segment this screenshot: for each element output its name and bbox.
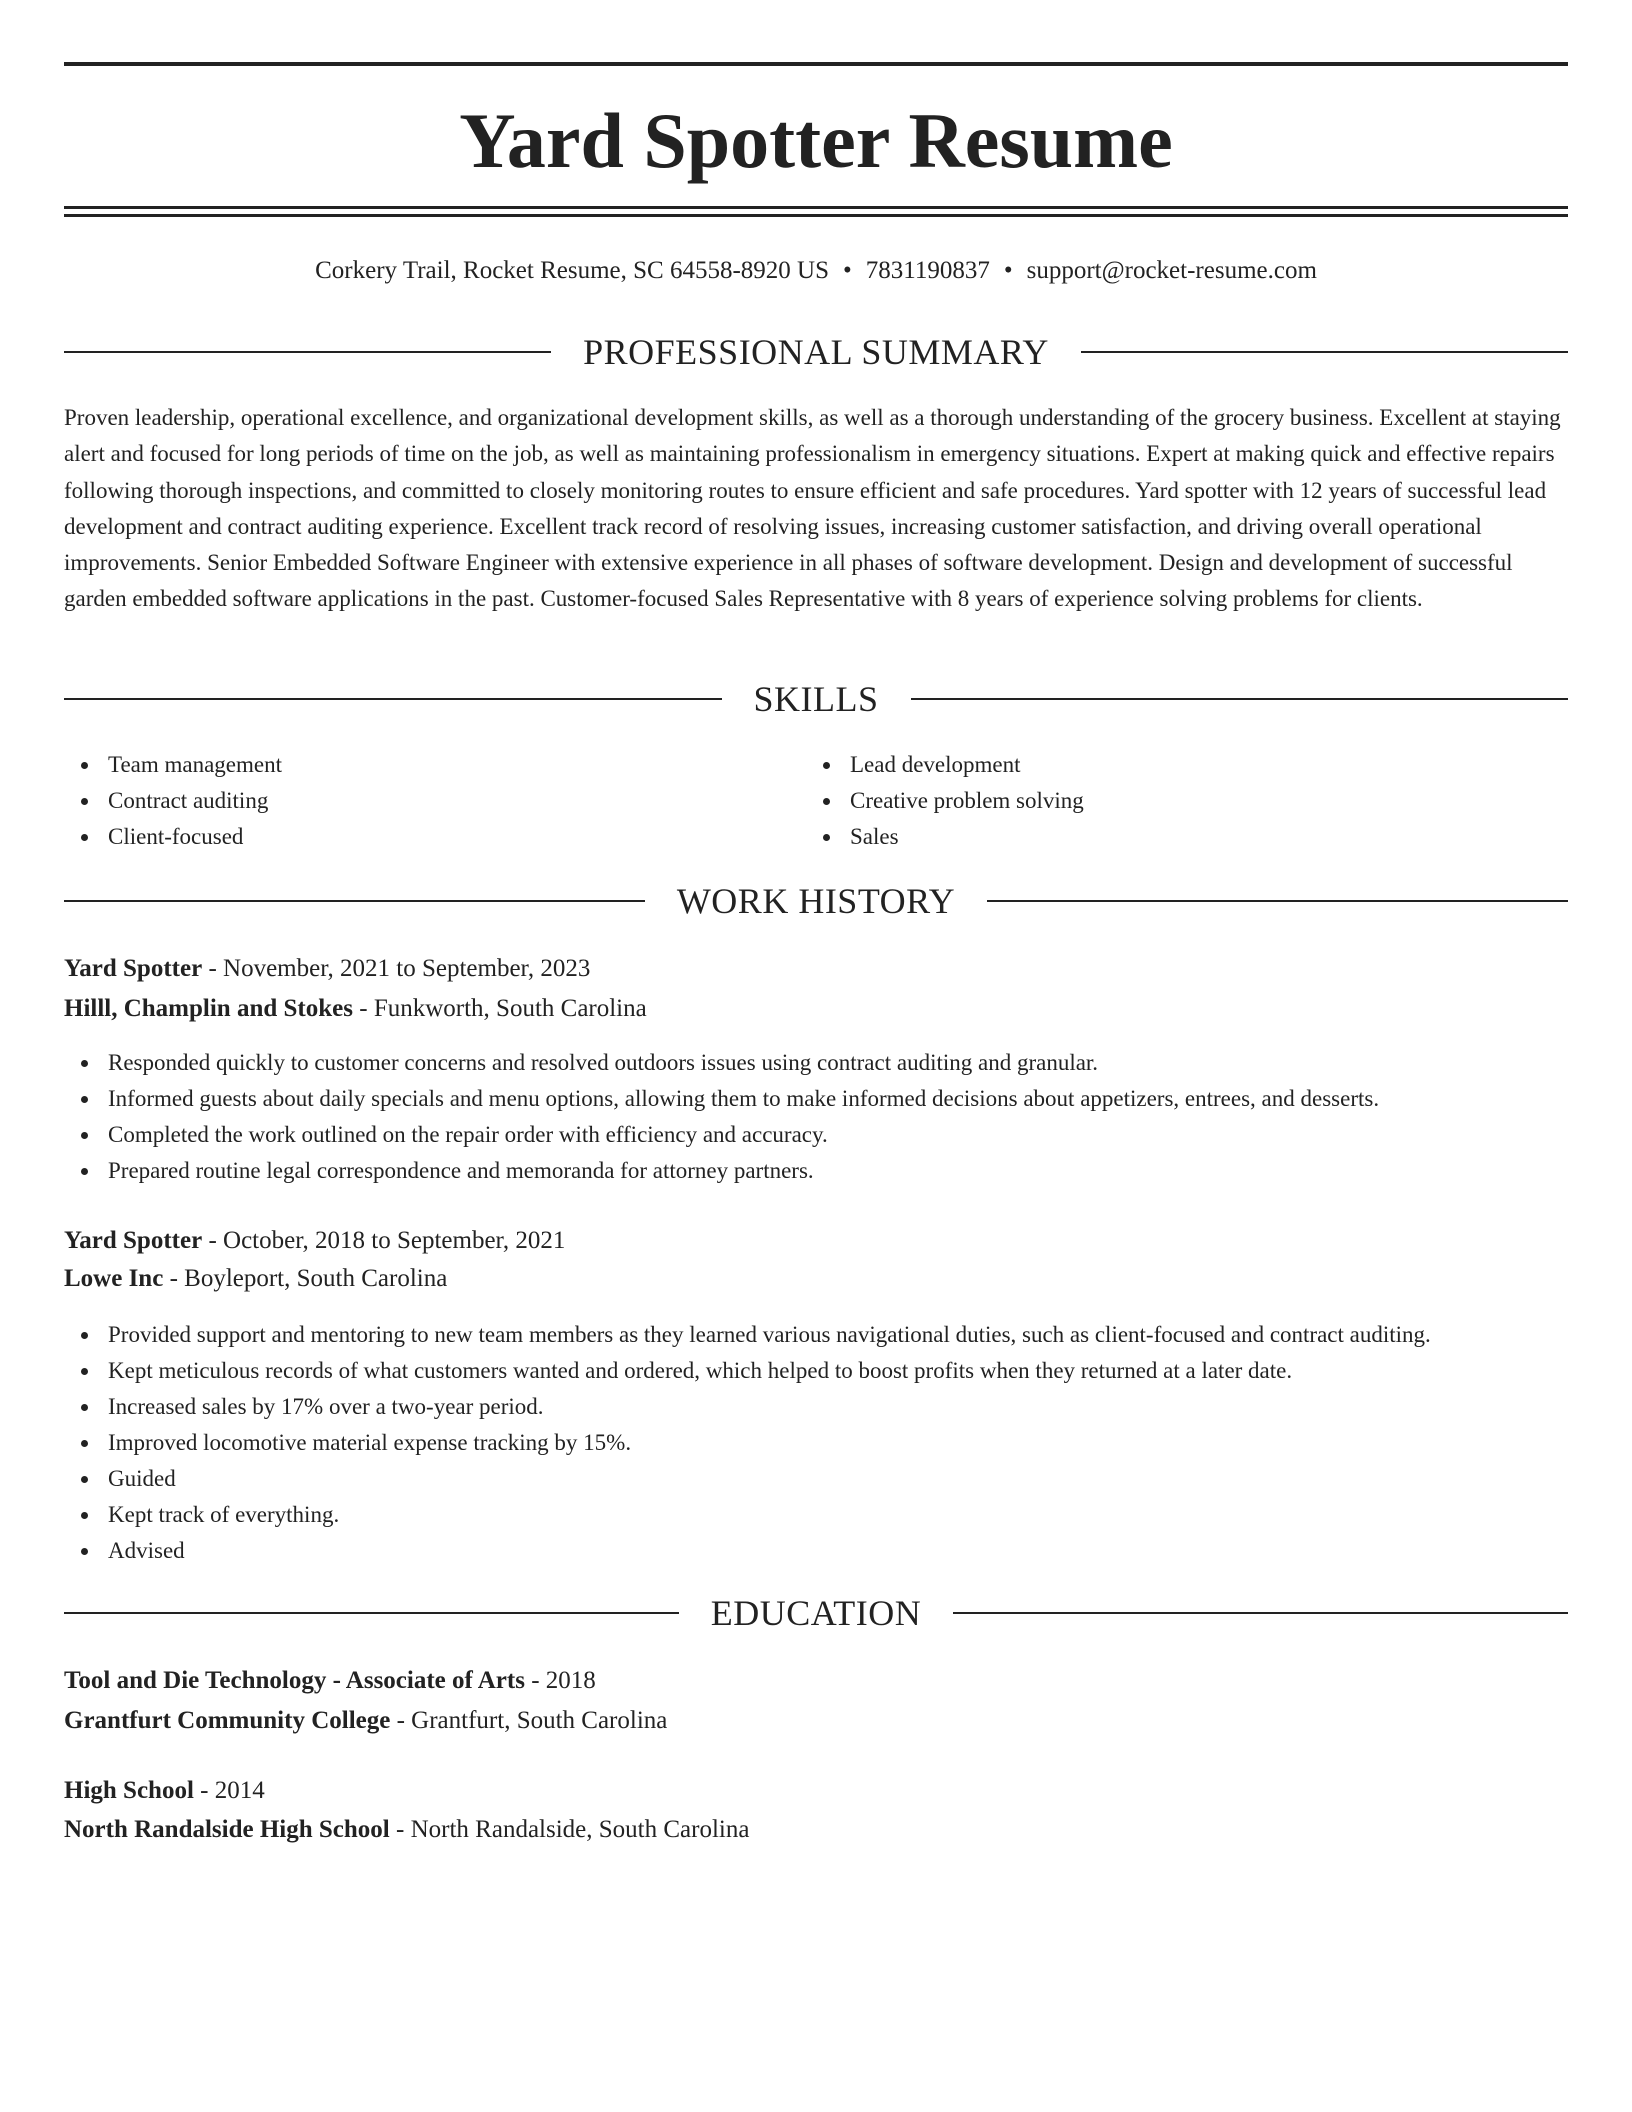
education-degree-line: High School - 2014	[64, 1777, 265, 1804]
skill-item: Creative problem solving	[806, 783, 1548, 819]
heading-rule-right	[911, 698, 1569, 700]
skill-item: Sales	[806, 819, 1548, 855]
skills-column-left	[64, 747, 806, 855]
education-year: 2018	[545, 1667, 596, 1694]
job-location: Funkworth, South Carolina	[373, 995, 647, 1022]
skills-column-right	[806, 747, 1548, 855]
skill-item: Team management	[64, 747, 806, 783]
job-duty-item: Informed guests about daily specials and menu options, allowing them to make informed decisions about appetizers, entrees, and desserts.	[64, 1081, 1568, 1117]
contact-line	[64, 254, 1568, 288]
education-school-line: Grantfurt Community College - Grantfurt, South Carolina	[64, 1707, 668, 1734]
education-degree: High School	[64, 1777, 194, 1804]
job-duty-item: Increased sales by 17% over a two-year period.	[64, 1389, 1568, 1425]
contact-phone: 7831190837	[865, 257, 990, 284]
heading-rule-left	[64, 900, 645, 902]
job-title: Yard Spotter	[64, 955, 203, 982]
job-duty-item: Responded quickly to customer concerns and resolved outdoors issues using contract auditing and granular.	[64, 1045, 1568, 1081]
job-duties-list	[64, 1317, 1568, 1569]
job-duty-item: Kept meticulous records of what customers wanted and ordered, which helped to boost profits when they returned at a later date.	[64, 1353, 1568, 1389]
job-company-line: Hilll, Champlin and Stokes - Funkworth, South Carolina	[64, 995, 647, 1022]
top-rule	[64, 62, 1568, 66]
job-duty-item: Kept track of everything.	[64, 1497, 1568, 1533]
job-duty-item: Guided	[64, 1461, 1568, 1497]
job-duties-list	[64, 1045, 1568, 1189]
job-duty-item: Provided support and mentoring to new team members as they learned various navigational duties, such as client-focused and contract auditing.	[64, 1317, 1568, 1353]
job-location: Boyleport, South Carolina	[184, 1265, 448, 1292]
education-degree: Tool and Die Technology - Associate of Arts	[64, 1667, 525, 1694]
job-dates: October, 2018 to September, 2021	[223, 1227, 566, 1254]
job-title-line: Yard Spotter - October, 2018 to September, 2021	[64, 1227, 566, 1254]
heading-rule-left	[64, 351, 551, 353]
page-title: Yard Spotter Resume	[459, 97, 1173, 184]
skill-item: Lead development	[806, 747, 1548, 783]
education-school: Grantfurt Community College	[64, 1707, 391, 1734]
summary-heading: PROFESSIONAL SUMMARY	[583, 332, 1049, 372]
education-section-heading	[64, 1591, 1568, 1635]
education-location: Grantfurt, South Carolina	[411, 1707, 668, 1734]
job-dates: November, 2021 to September, 2023	[223, 955, 591, 982]
education-school-line: North Randalside High School - North Randalside, South Carolina	[64, 1816, 750, 1843]
summary-section-heading	[64, 330, 1568, 374]
skills-section-heading	[64, 677, 1568, 721]
heading-rule-right	[1081, 351, 1568, 353]
work-section-heading	[64, 879, 1568, 923]
job-duty-item: Prepared routine legal correspondence and memoranda for attorney partners.	[64, 1153, 1568, 1189]
skills-heading: SKILLS	[753, 679, 879, 719]
job-company: Hilll, Champlin and Stokes	[64, 995, 353, 1022]
job-title-line: Yard Spotter - November, 2021 to September, 2023	[64, 955, 591, 982]
job-duty-item: Improved locomotive material expense tracking by 15%.	[64, 1425, 1568, 1461]
job-company: Lowe Inc	[64, 1265, 164, 1292]
contact-address: Corkery Trail, Rocket Resume, SC 64558-8920 US	[315, 257, 829, 284]
heading-rule-left	[64, 698, 722, 700]
skill-item: Client-focused	[64, 819, 806, 855]
skill-item: Contract auditing	[64, 783, 806, 819]
education-heading: EDUCATION	[710, 1593, 922, 1633]
heading-rule-right	[953, 1612, 1568, 1614]
contact-email: support@rocket-resume.com	[1026, 257, 1317, 284]
education-year: 2014	[214, 1777, 265, 1804]
work-heading: WORK HISTORY	[676, 881, 956, 921]
job-title: Yard Spotter	[64, 1227, 203, 1254]
heading-rule-left	[64, 1612, 679, 1614]
heading-rule-right	[987, 900, 1568, 902]
contact-separator: •	[843, 257, 852, 284]
education-degree-line: Tool and Die Technology - Associate of Arts - 2018	[64, 1667, 596, 1694]
summary-text: Proven leadership, operational excellence, and organizational development skills, as well as a thorough understanding of the grocery business. Excellent at staying alert and focused for long periods of time on the job, as well as maintaining professionalism in emergency situations. Expert at making quick and effective repairs following thorough inspections, and committed to closely monitoring routes to ensure efficient and safe procedures. Yard spotter with 12 years of successful lead development and contract auditing experience. Excellent track record of resolving issues, increasing customer satisfaction, and driving overall operational improvements. Senior Embedded Software Engineer with extensive experience in all phases of software development. Design and development of successful garden embedded software applications in the past. Customer-focused Sales Representative with 8 years of experience solving problems for clients.	[64, 405, 1561, 612]
job-duty-item: Completed the work outlined on the repair order with efficiency and accuracy.	[64, 1117, 1568, 1153]
title-rule-upper	[64, 206, 1568, 209]
education-location: North Randalside, South Carolina	[410, 1816, 750, 1843]
title-rule-lower	[64, 214, 1568, 217]
skills-list	[64, 747, 1568, 855]
education-school: North Randalside High School	[64, 1816, 390, 1843]
job-duty-item: Advised	[64, 1533, 1568, 1569]
contact-separator: •	[1003, 257, 1013, 284]
job-company-line: Lowe Inc - Boyleport, South Carolina	[64, 1265, 448, 1292]
